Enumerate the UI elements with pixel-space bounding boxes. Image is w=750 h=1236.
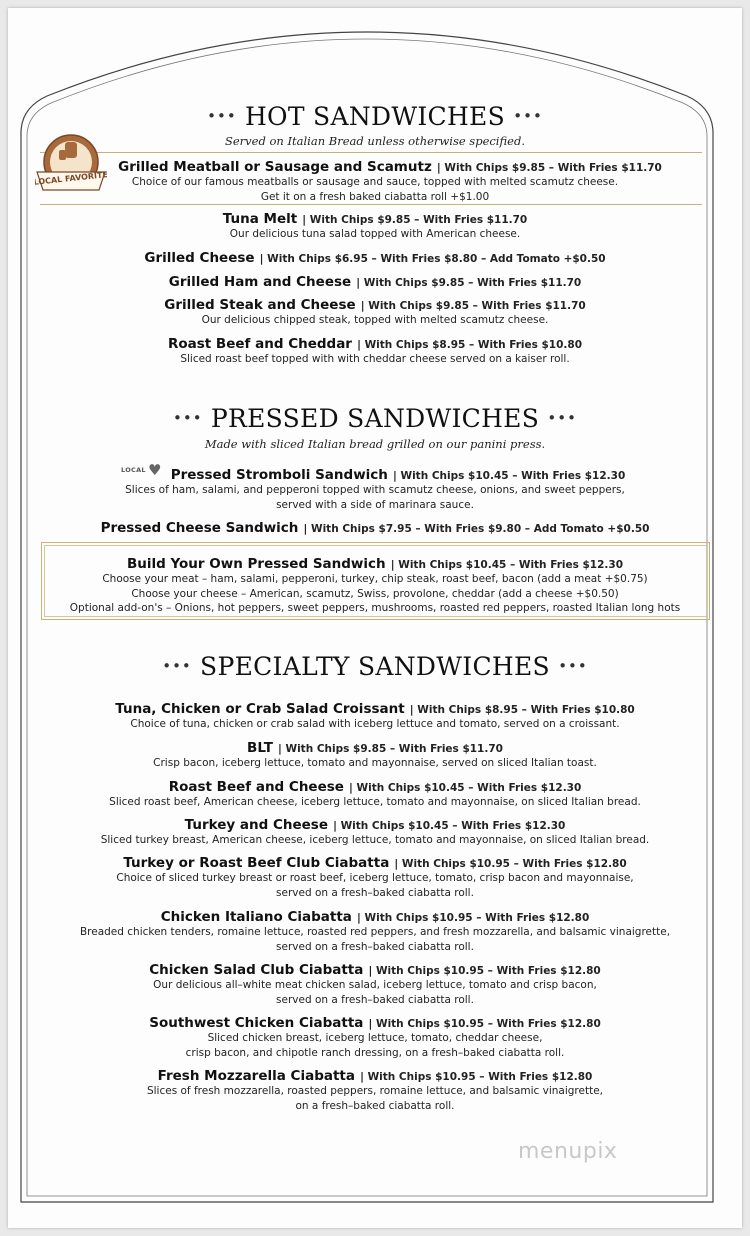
menu-item: Turkey or Roast Beef Club Ciabatta | With Chips $10.95 – With Fries $12.80 Choice of sliced turkey breast or roast beef, iceberg lettuce, tomato, crisp bacon and mayonnaise, served on a fresh–baked ciabatta roll. [116,855,634,899]
menu-item: Turkey and Cheese | With Chips $10.45 – With Fries $12.30 Sliced turkey breast, American cheese, iceberg lettuce, tomato and mayonnaise, on sliced Italian bread. [100,817,650,846]
menu-item: Grilled Steak and Cheese | With Chips $9.85 – With Fries $11.70 Our delicious chipped steak, topped with melted scamutz cheese. [164,297,586,326]
hot-sandwiches-title: ••• HOT SANDWICHES ••• [207,102,543,131]
hot-subtitle: Served on Italian Bread unless otherwise specified. [225,134,525,148]
menu-item: Chicken Salad Club Ciabatta | With Chips $10.95 – With Fries $12.80 Our delicious all–white meat chicken salad, iceberg lettuce, tomato and crisp bacon, served on a fresh–baked ciabatta roll. [149,962,601,1006]
local-tag: LOCAL [121,466,146,474]
heart-icon: ♥ [148,461,162,479]
menu-item: Roast Beef and Cheddar | With Chips $8.95 – With Fries $10.80 Sliced roast beef topped with with cheddar cheese served on a kaiser roll. [167,336,583,365]
menu-item: Build Your Own Pressed Sandwich | With Chips $10.45 – With Fries $12.30 Choose your meat – ham, salami, pepperoni, turkey, chip steak, roast beef, bacon (add a meat +$0.75) Choose your cheese – American, scamutz, Swiss, provolone, cheddar (add a cheese +$0.50) Optional add-on's – Onions, hot peppers, sweet peppers, mushrooms, roasted red peppers, roasted Italian long hots [69,556,681,614]
watermark: menupix [518,1139,618,1164]
gold-divider [40,152,702,153]
menu-item: Fresh Mozzarella Ciabatta | With Chips $10.95 – With Fries $12.80 Slices of fresh mozzarella, roasted peppers, romaine lettuce, and balsamic vinaigrette, on a fresh–baked ciabatta roll. [146,1068,604,1112]
menu-item: Grilled Meatball or Sausage and Scamutz | With Chips $9.85 – With Fries $11.70 Choice of our famous meatballs or sausage and sauce, topped with melted scamutz cheese. Get it on a fresh baked ciabatta roll +$1.00 [118,159,662,203]
pressed-subtitle: Made with sliced Italian bread grilled on our panini press. [204,437,546,451]
menu-item: Southwest Chicken Ciabatta | With Chips $10.95 – With Fries $12.80 Sliced chicken breast, iceberg lettuce, tomato, cheddar cheese, crisp bacon, and chipotle ranch dressing, on a fresh–baked ciabatta roll. [149,1015,601,1059]
specialty-sandwiches-title: ••• SPECIALTY SANDWICHES ••• [162,652,588,681]
menu-item: BLT | With Chips $9.85 – With Fries $11.70 Crisp bacon, iceberg lettuce, tomato and mayonnaise, served on sliced Italian toast. [153,740,597,769]
menu-item: Chicken Italiano Ciabatta | With Chips $10.95 – With Fries $12.80 Breaded chicken tenders, romaine lettuce, roasted red peppers, and fresh mozzarella, and balsamic vinaigrette, served on a fresh–baked ciabatta roll. [79,909,671,953]
menu-item: Grilled Cheese | With Chips $6.95 – With Fries $8.80 – Add Tomato +$0.50 [144,250,606,266]
menu-item: Pressed Cheese Sandwich | With Chips $7.95 – With Fries $9.80 – Add Tomato +$0.50 [100,520,650,536]
menu-item: Roast Beef and Cheese | With Chips $10.45 – With Fries $12.30 Sliced roast beef, American cheese, iceberg lettuce, tomato and mayonnaise, on sliced Italian bread. [109,779,641,808]
gold-divider [40,204,702,205]
menu-item: Grilled Ham and Cheese | With Chips $9.85 – With Fries $11.70 [168,274,582,290]
menu-item: Pressed Stromboli Sandwich | With Chips $10.45 – With Fries $12.30 Slices of ham, salami, and pepperoni topped with scamutz cheese, onions, and sweet peppers, served with a side of marinara sauce. [125,467,626,511]
pressed-sandwiches-title: ••• PRESSED SANDWICHES ••• [173,404,577,433]
menu-item: Tuna, Chicken or Crab Salad Croissant | With Chips $8.95 – With Fries $10.80 Choice of tuna, chicken or crab salad with iceberg lettuce and tomato, served on a croissant. [115,701,635,730]
menu-item: Tuna Melt | With Chips $9.85 – With Fries $11.70 Our delicious tuna salad topped with American cheese. [222,211,528,240]
badge-text: LOCAL FAVORITE [35,170,107,187]
